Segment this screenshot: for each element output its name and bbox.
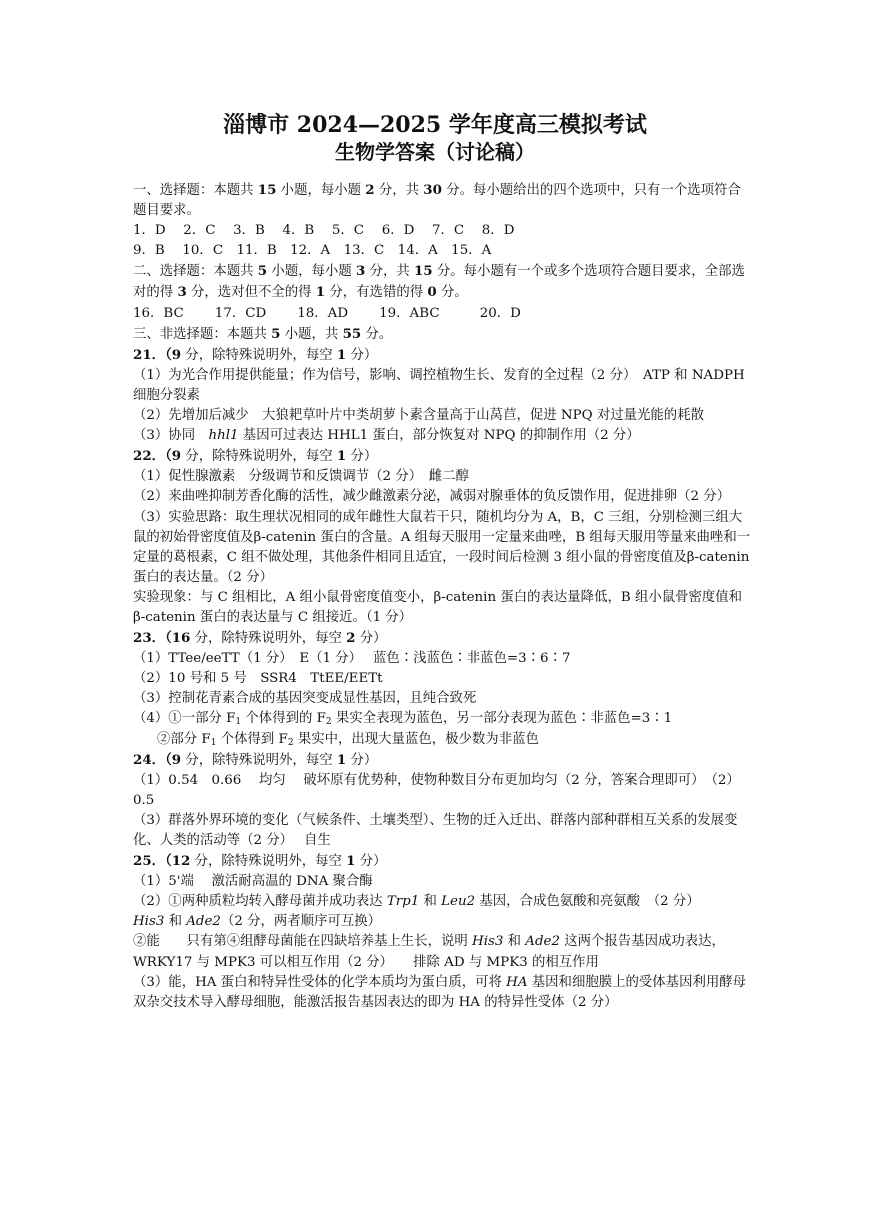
section1-answers-row1: 1．D 2．C 3．B 4．B 5．C 6．D 7．C 8．D [133,223,515,239]
document-body [133,180,759,1013]
q24-part1: （1）0.54 0.66 均匀 破坏原有优势种，使物种数目分布更加均匀（2 分，答案合理即可） （2）0.5 [133,772,740,808]
section3-heading: 三、非选择题：本题共 5 小题，共 55 分。 [133,325,393,342]
q25-part2: （2）①两种质粒均转入酵母菌并成功表达 Trp1 和 Leu2 基因，合成色氨酸和亮氨酸 （2 分） [133,894,700,910]
q21-part1: （1）为光合作用提供能量；作为信号，影响、调控植物生长、发育的全过程（2 分） ATP 和 NADPH 细胞分裂素 [133,367,759,403]
section1-heading: 一、选择题：本题共 15 小题，每小题 2 分，共 30 分。每小题给出的四个选项中，只有一个选项符合题目要求。 [133,182,741,219]
q22-part1: （1）促性腺激素 分级调节和反馈调节（2 分） 雌二醇 [133,469,469,485]
q25-heading: 25．（12 分，除特殊说明外，每空 1 分） [133,853,387,870]
q21-heading: 21．（9 分，除特殊说明外，每空 1 分） [133,346,378,363]
q22-heading: 22．（9 分，除特殊说明外，每空 1 分） [133,448,378,465]
q23-heading: 23．（16 分，除特殊说明外，每空 2 分） [133,630,387,647]
q21-part2: （2）先增加后减少 大狼耙草叶片中类胡萝卜素含量高于山莴苣，促进 NPQ 对过量光能的耗散 [133,408,704,424]
q24-heading: 24．（9 分，除特殊说明外，每空 1 分） [133,751,378,768]
gene-name: hhl1 [208,428,239,444]
q22-part3: （3）实验思路：取生理状况相同的成年雌性大鼠若干只，随机均分为 A，B，C 三组，分别检测三组大鼠的初始骨密度值及β-catenin 蛋白的含量。A 组每天服用一定量来曲唑，B 组每天服用等量来曲唑和一定量的葛根素，C 组不做处理，其他条件相同且适宜，一段时间后检测 3 组小鼠的骨密度值及β-catenin 蛋白的表达量。（2 分） [133,509,751,585]
page-subtitle: 生物学答案（讨论稿） [335,140,535,164]
q22-part2: （2）来曲唑抑制芳香化酶的活性，减少雌激素分泌，减弱对腺垂体的负反馈作用，促进排卵（2 分） [133,489,731,505]
q23-part2: （2）10 号和 5 号 SSR4 TtEE/EETt [133,671,383,687]
q23-part1: （1）TTee/eeTT（1 分） E（1 分） 蓝色∶浅蓝色∶非蓝色=3∶6∶7 [133,651,571,667]
q21-part3: （3）协同 hhl1 基因可过表达 HHL1 蛋白，部分恢复对 NPQ 的抑制作用（2 分） [133,428,640,444]
q25-part3: His3 和 Ade2（2 分，两者顺序可互换） [133,914,382,930]
q22-part4: 实验现象：与 C 组相比，A 组小鼠骨密度值变小，β-catenin 蛋白的表达量降低，B 组小鼠骨密度值和β-catenin 蛋白的表达量与 C 组接近。（1 分） [133,589,743,625]
q23-part5: ②部分 $F_1$ 个体得到 $F_2$ 果实中，出现大量蓝色，极少数为非蓝色 [157,731,539,748]
q25-part5: （3）能，HA 蛋白和特异性受体的化学本质均为蛋白质，可将 HA 基因和细胞膜上的受体基因利用酵母双杂交技术导入酵母细胞，能激活报告基因表达的即为 HA 的特异性受体（2 分） [133,974,747,1010]
q23-part4: （4）①一部分 $F_1$ 个体得到的 $F_2$ 果实全表现为蓝色，另一部分表现为蓝色∶非蓝色=3∶1 [133,711,673,728]
page-title: 淄博市 2024—2025 学年度高三模拟考试 [223,112,647,138]
q23-part3: （3）控制花青素合成的基因突变成显性基因，且纯合致死 [133,691,477,707]
q25-part1: （1）5'端 激活耐高温的 DNA 聚合酶 [133,874,373,890]
section2-answers: 16．BC 17．CD 18．AD 19．ABC 20．D [133,305,521,321]
q25-part4: ②能 只有第④组酵母菌能在四缺培养基上生长，说明 His3 和 Ade2 这两个报告基因成功表达，WRKY17 与 MPK3 可以相互作用（2 分） 排除 AD 与 MPK3 的相互作用 [133,934,725,970]
section1-answers-row2: 9．B 10．C 11．B 12．A 13．C 14．A 15．A [133,243,492,259]
section2-heading: 二、选择题：本题共 5 小题，每小题 3 分，共 15 分。每小题有一个或多个选项符合题目要求，全部选对的得 3 分，选对但不全的得 1 分，有选错的得 0 分。 [133,263,745,301]
q24-part2: （3）群落外界环境的变化（气候条件、土壤类型）、生物的迁入迁出、群落内部种群相互关系的发展变化、人类的活动等（2 分） 自生 [133,812,738,848]
